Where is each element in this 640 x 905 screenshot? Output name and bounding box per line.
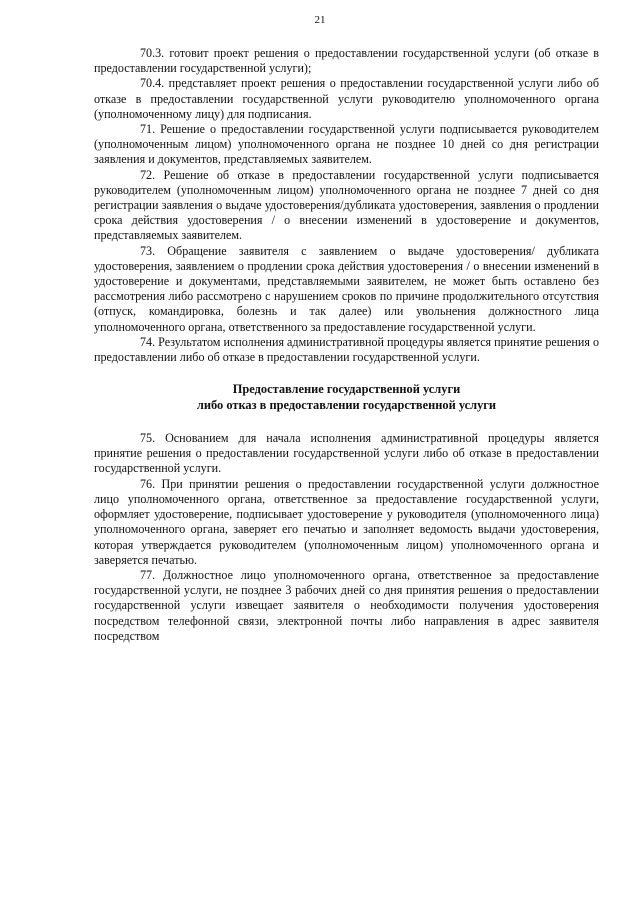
section-heading-line-1: Предоставление государственной услуги (232, 382, 461, 397)
paragraph-77: 77. Должностное лицо уполномоченного органа, ответственное за предоставление государственной услуги, не позднее 3 рабочих дней со дня принятия решения о предоставлении государственной услуги извещает заявителя о необходимости получения удостоверения посредством телефонной связи, электронной почты либо направления в адрес заявителя посредством (94, 567, 599, 643)
section-heading-line-2: либо отказ в предоставлении государственной услуги (196, 397, 497, 412)
paragraph-71: 71. Решение о предоставлении государственной услуги подписывается руководителем (уполномоченным лицом) уполномоченного органа не позднее 10 дней со дня регистрации заявления и документов, представляемых заявителем. (94, 122, 599, 167)
paragraph-70-4: 70.4. представляет проект решения о предоставлении государственной услуги либо об отказе в предоставлении государственной услуги руководителю уполномоченного органа (уполномоченному лицу) для подписания. (94, 76, 599, 121)
paragraph-70-3: 70.3. готовит проект решения о предоставлении государственной услуги (об отказе в предоставлении государственной услуги); (94, 46, 599, 76)
paragraph-74: 74. Результатом исполнения административной процедуры является принятие решения о предоставлении либо об отказе в предоставлении государственной услуги. (94, 334, 599, 365)
document-body (94, 46, 599, 644)
paragraph-75: 75. Основанием для начала исполнения административной процедуры является принятие решения о предоставлении государственной услуги либо об отказе в предоставлении государственной услуги. (94, 431, 599, 476)
section-heading (94, 382, 599, 413)
paragraph-76: 76. При принятии решения о предоставлении государственной услуги должностное лицо уполномоченного органа, ответственное за предоставление государственной услуги, оформляет удостоверение, подписывает удостоверение у руководителя (уполномоченного лица) уполномоченного органа, заверяет его печатью и заполняет ведомость выдачи удостоверения, которая утверждается руководителем (уполномоченным лицом) уполномоченного органа и заверяется печатью. (94, 476, 599, 567)
page-number: 21 (314, 14, 326, 26)
paragraph-73: 73. Обращение заявителя с заявлением о выдаче удостоверения/ дубликата удостоверения, заявлением о продлении срока действия удостоверения / о внесении изменений в удостоверение и документами, представляемыми заявителем, не может быть оставлено без рассмотрения либо рассмотрено с нарушением сроков по причине продолжительного отсутствия (отпуск, командировка, болезнь и так далее) или увольнения должностного лица уполномоченного органа, ответственного за предоставление государственной услуги. (94, 243, 599, 334)
paragraph-72: 72. Решение об отказе в предоставлении государственной услуги подписывается руководителем (уполномоченным лицом) уполномоченного органа не позднее 7 дней со дня регистрации заявления о выдаче удостоверения/дубликата удостоверения, заявления о продлении срока действия удостоверения / о внесении изменений в удостоверение и документов, представляемых заявителем. (94, 167, 599, 243)
